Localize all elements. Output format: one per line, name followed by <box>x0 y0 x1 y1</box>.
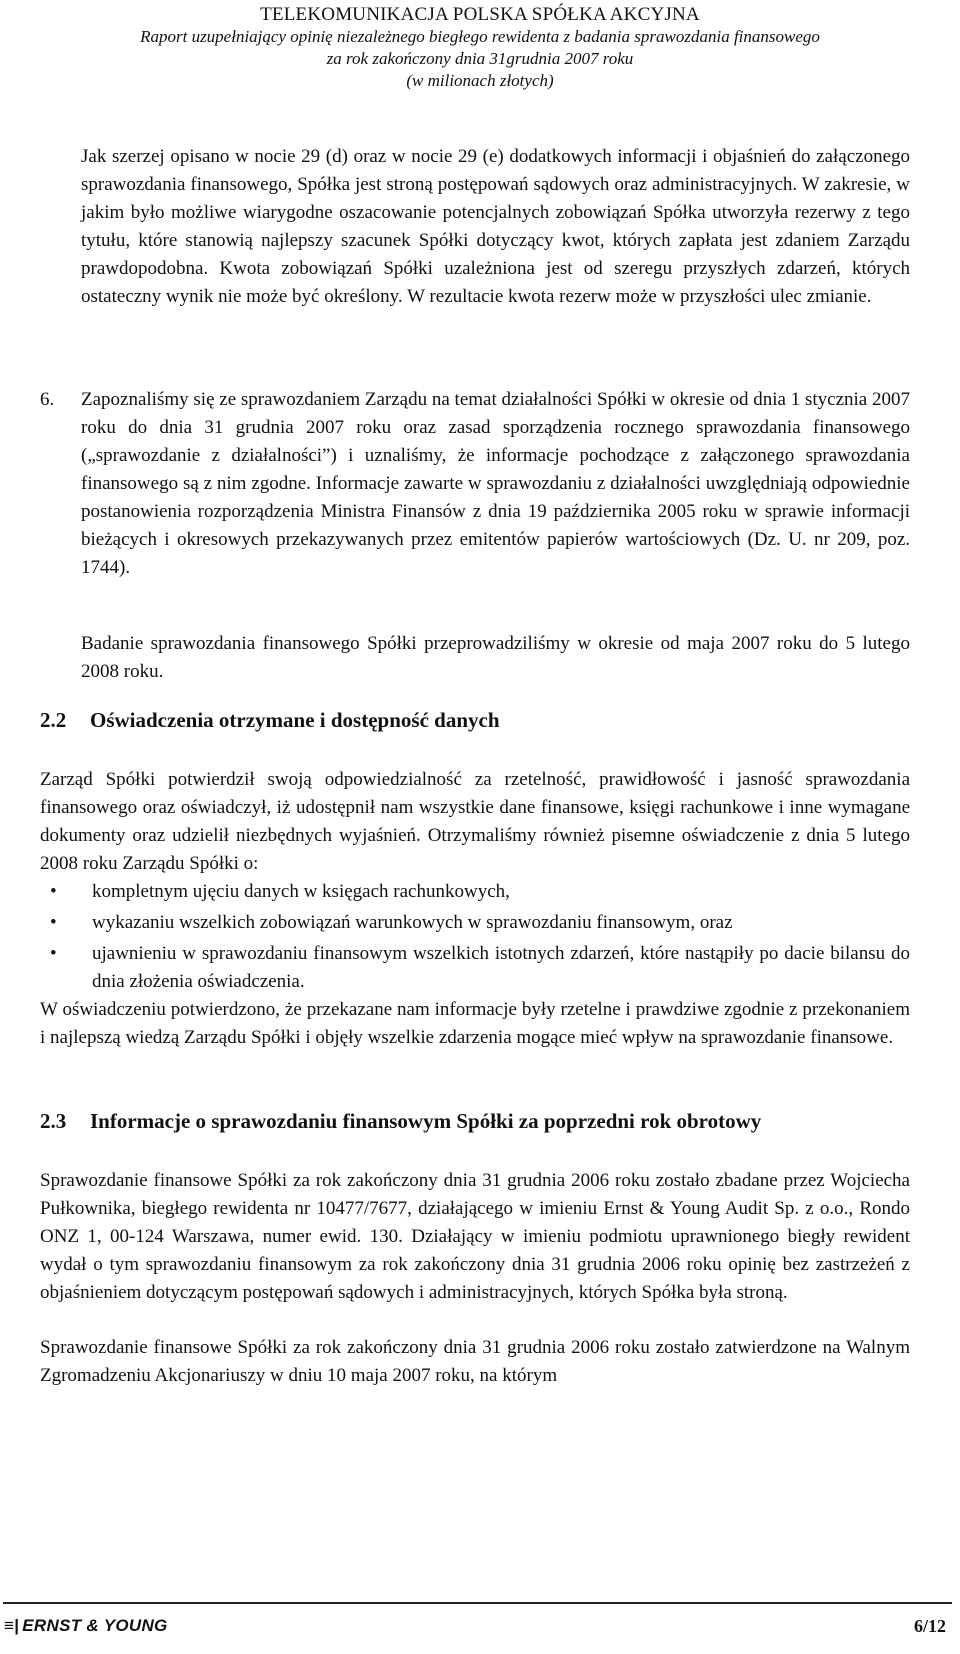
footer-divider <box>3 1602 952 1604</box>
page-header <box>0 4 960 92</box>
item-6-number: 6. <box>40 389 55 410</box>
page-number: 6/12 <box>913 1616 946 1636</box>
directors-report-paragraph: Zapoznaliśmy się ze sprawozdaniem Zarządu na temat działalności Spółki w okresie od dnia 1 stycznia 2007 roku do dnia 31 grudnia 2007 roku oraz zasad sporządzenia rocznego sprawozdania finansowego („sprawozdanie z działalności”) i uznaliśmy, że informacje pochodzące z załączonego sprawozdania finansowego są z nim zgodne. Informacje zawarte w sprawozdaniu z działalności uwzględniają odpowiednie postanowienia rozporządzenia Ministra Finansów z dnia 19 października 2005 roku w sprawie informacji bieżących i okresowych przekazywanych przez emitentów papierów wartościowych (Dz. U. nr 209, poz. 1744). <box>81 389 910 578</box>
bullet-icon: • <box>50 881 57 902</box>
section-2-2-heading <box>40 705 500 735</box>
page-footer <box>0 1600 960 1654</box>
section-2-3-heading <box>40 1106 761 1136</box>
report-title: Raport uzupełniający opinię niezależnego biegłego rewidenta z badania sprawozdania finansowego <box>140 27 820 46</box>
prior-year-approval-paragraph: Sprawozdanie finansowe Spółki za rok zakończony dnia 31 grudnia 2006 roku zostało zatwierdzone na Walnym Zgromadzeniu Akcjonariuszy w dniu 10 maja 2007 roku, na którym <box>40 1337 910 1386</box>
section-number: 2.2 <box>40 708 67 732</box>
section-title: Oświadczenia otrzymane i dostępność danych <box>90 708 500 732</box>
representations-paragraph: Zarząd Spółki potwierdził swoją odpowiedzialność za rzetelność, prawidłowość i jasność sprawozdania finansowego oraz oświadczył, iż udostępnił nam wszystkie dane finansowe, księgi rachunkowe i inne wymagane dokumenty oraz udzielił niezbędnych wyjaśnień. Otrzymaliśmy również pisemne oświadczenie z dnia 5 lutego 2008 roku Zarządu Spółki o: <box>40 769 910 874</box>
section-title: Informacje o sprawozdaniu finansowym Spółki za poprzedni rok obrotowy <box>90 1109 762 1133</box>
audit-period-paragraph: Badanie sprawozdania finansowego Spółki przeprowadziliśmy w okresie od maja 2007 roku do 5 lutego 2008 roku. <box>81 633 910 682</box>
litigation-paragraph: Jak szerzej opisano w nocie 29 (d) oraz w nocie 29 (e) dodatkowych informacji i objaśnień do załączonego sprawozdania finansowego, Spółka jest stroną postępowań sądowych oraz administracyjnych. W zakresie, w jakim było możliwe wiarygodne oszacowanie potencjalnych zobowiązań Spółka utworzyła rezerwy z tego tytułu, które stanowią najlepszy szacunek Spółki dotyczący kwot, których zapłata jest zdaniem Zarządu prawdopodobna. Kwota zobowiązań Spółki uzależniona jest od szeregu przyszłych zdarzeń, których ostateczny wynik nie może być określony. W rezultacie kwota rezerw może w przyszłości ulec zmianie. <box>81 146 910 307</box>
section-number: 2.3 <box>40 1109 67 1133</box>
ernst-young-logo <box>4 1616 168 1636</box>
list-item: • wykazaniu wszelkich zobowiązań warunkowych w sprawozdaniu finansowym, oraz <box>40 909 910 937</box>
list-item: • ujawnieniu w sprawozdaniu finansowym wszelkich istotnych zdarzeń, które nastąpiły po dacie bilansu do dnia złożenia oświadczenia. <box>40 940 910 996</box>
prior-year-audit-paragraph: Sprawozdanie finansowe Spółki za rok zakończony dnia 31 grudnia 2006 roku zostało zbadane przez Wojciecha Pułkownika, biegłego rewidenta nr 10477/7677, działającego w imieniu Ernst & Young Audit Sp. z o.o., Rondo ONZ 1, 00-124 Warszawa, numer ewid. 130. Działający w imieniu podmiotu uprawnionego biegły rewident wydał o tym sprawozdaniu finansowym za rok zakończony dnia 31 grudnia 2006 roku opinię bez zastrzeżeń z objaśnieniem dotyczącym postępowań sądowych i administracyjnych, których Spółka była stroną. <box>40 1170 910 1303</box>
company-name: TELEKOMUNIKACJA POLSKA SPÓŁKA AKCYJNA <box>260 4 700 25</box>
representations-list <box>40 878 910 999</box>
list-item: • kompletnym ujęciu danych w księgach rachunkowych, <box>40 878 910 906</box>
logo-text: ERNST & YOUNG <box>22 1616 168 1635</box>
bullet-icon: • <box>50 912 57 933</box>
confirmation-paragraph: W oświadczeniu potwierdzono, że przekazane nam informacje były rzetelne i prawdziwe zgodnie z przekonaniem i najlepszą wiedzą Zarządu Spółki i objęły wszelkie zdarzenia mogące mieć wpływ na sprawozdanie finansowe. <box>40 999 910 1048</box>
report-period: za rok zakończony dnia 31grudnia 2007 roku <box>326 49 634 68</box>
currency-note: (w milionach złotych) <box>406 71 554 90</box>
ernst-young-logo-icon: ≡| <box>4 1616 20 1635</box>
bullet-icon: • <box>50 943 57 964</box>
